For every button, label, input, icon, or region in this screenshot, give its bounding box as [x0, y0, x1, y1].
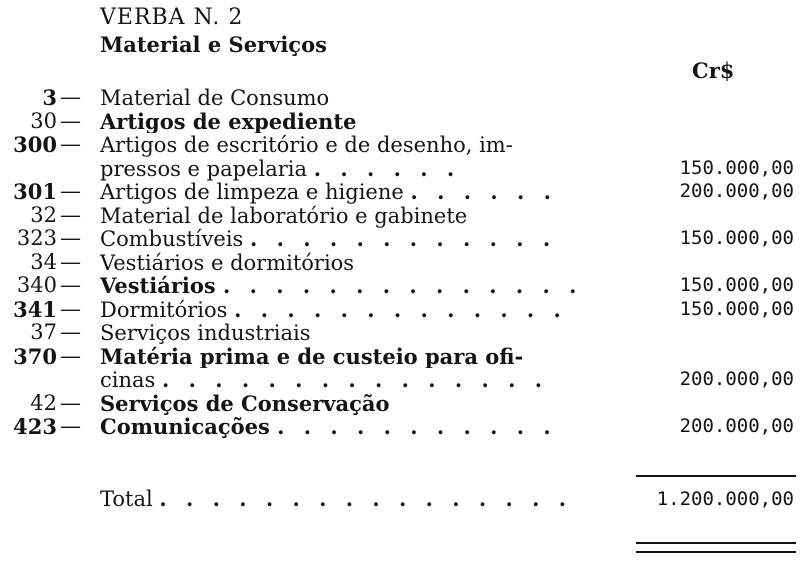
row-label-text: Vestiários: [100, 274, 216, 298]
row-amount: 200.000,00: [679, 368, 794, 390]
row-label: [100, 86, 630, 111]
row-label: [100, 345, 630, 369]
verba-heading: VERBA N. 2: [100, 5, 244, 30]
row-code: 301: [13, 179, 57, 204]
row-leader-dots: . . . . . . . . . . .: [277, 415, 557, 439]
row-leader-dots: . . . . . . . . . . . . . .: [223, 274, 583, 298]
row-amount: 150.000,00: [679, 156, 794, 179]
row-code: 34: [30, 249, 57, 274]
row-label-text: Combustíveis: [100, 227, 244, 251]
row-label: [100, 392, 630, 416]
budget-row: [0, 274, 800, 298]
row-label-text: Artigos de expediente: [100, 109, 357, 133]
row-label: [100, 180, 630, 205]
row-amount: 150.000,00: [679, 274, 794, 296]
budget-row: [0, 368, 800, 392]
row-code: 30: [30, 108, 57, 133]
currency-label: Cr$: [692, 58, 735, 83]
row-dash: —: [60, 249, 81, 274]
budget-row: [0, 321, 800, 345]
row-label-text: Artigos de limpeza e higiene: [100, 180, 404, 204]
budget-row: [0, 251, 800, 275]
budget-row: [0, 110, 800, 134]
total-label-text: Total: [100, 487, 153, 511]
row-label: [100, 368, 630, 393]
row-label: [100, 298, 630, 323]
budget-row: [0, 345, 800, 369]
row-label: [100, 274, 630, 298]
row-code: 3: [42, 85, 57, 110]
row-label-text: Material de laboratório e gabinete: [100, 203, 468, 228]
row-label: [100, 133, 630, 158]
budget-row: [0, 204, 800, 228]
budget-row: [0, 180, 800, 204]
total-double-rule-top: [636, 542, 796, 544]
budget-row: [0, 298, 800, 322]
row-label: [100, 227, 630, 252]
row-label-text: Vestiários e dormitórios: [100, 250, 355, 275]
row-label-text: Serviços de Conservação: [100, 391, 390, 415]
row-amount: 200.000,00: [679, 415, 794, 437]
budget-row: [0, 157, 800, 181]
row-label-text: Artigos de escritório e de desenho, im-: [100, 133, 513, 157]
row-dash: —: [60, 273, 81, 297]
row-label-text: Comunicações: [100, 415, 270, 439]
row-amount: 200.000,00: [679, 180, 794, 202]
row-dash: —: [60, 132, 81, 156]
row-dash: —: [60, 85, 81, 109]
row-dash: —: [60, 202, 81, 227]
row-code: 341: [13, 296, 57, 322]
row-label: [100, 204, 630, 229]
row-code: 37: [30, 320, 57, 344]
row-label: [100, 157, 630, 182]
row-leader-dots: . . . . . .: [313, 156, 461, 181]
row-dash: —: [60, 343, 81, 368]
row-label: [100, 110, 630, 134]
budget-row: [0, 415, 800, 439]
row-code: 32: [30, 202, 57, 227]
row-code: 42: [30, 390, 57, 415]
row-dash: —: [60, 179, 81, 203]
row-leader-dots: . . . . . . . . . . . . .: [234, 297, 567, 322]
total-label: [100, 486, 572, 512]
verba-subtitle: Material e Serviços: [100, 32, 327, 57]
row-label-text: Dormitórios: [100, 297, 228, 322]
row-code: 370: [13, 343, 57, 369]
total-amount: 1.200.000,00: [656, 488, 794, 510]
row-leader-dots: . . . . . . . . . . . .: [250, 227, 557, 251]
row-label-text: Serviços industriais: [100, 321, 311, 345]
row-label: [100, 415, 630, 439]
row-dash: —: [60, 226, 81, 250]
budget-rows: [0, 86, 800, 439]
row-dash: —: [60, 296, 81, 321]
row-dash: —: [60, 108, 81, 133]
row-code: 423: [13, 414, 57, 439]
row-code: 340: [16, 273, 57, 297]
row-label: [100, 251, 630, 276]
row-code: 300: [13, 132, 57, 157]
total-double-rule-bottom: [636, 551, 796, 553]
row-label-text: Matéria prima e de custeio para ofi-: [100, 344, 524, 368]
subtotal-rule: [636, 475, 796, 477]
total-leader-dots: . . . . . . . . . . . . . . . .: [159, 486, 573, 511]
row-label: [100, 321, 630, 346]
row-leader-dots: . . . . . . . . . . . . . . .: [162, 368, 549, 392]
row-label-text: cinas: [100, 368, 156, 392]
row-leader-dots: . . . . . .: [410, 180, 557, 204]
budget-row: [0, 86, 800, 110]
row-label-text: Material de Consumo: [100, 86, 330, 110]
row-dash: —: [60, 320, 81, 344]
row-code: 323: [16, 226, 57, 250]
budget-row: [0, 133, 800, 157]
row-dash: —: [60, 390, 81, 415]
budget-row: [0, 227, 800, 251]
total-row: [0, 486, 800, 512]
row-amount: 150.000,00: [679, 297, 794, 320]
budget-row: [0, 392, 800, 416]
row-label-text: pressos e papelaria: [100, 156, 308, 181]
row-amount: 150.000,00: [679, 227, 794, 249]
row-dash: —: [60, 414, 81, 438]
